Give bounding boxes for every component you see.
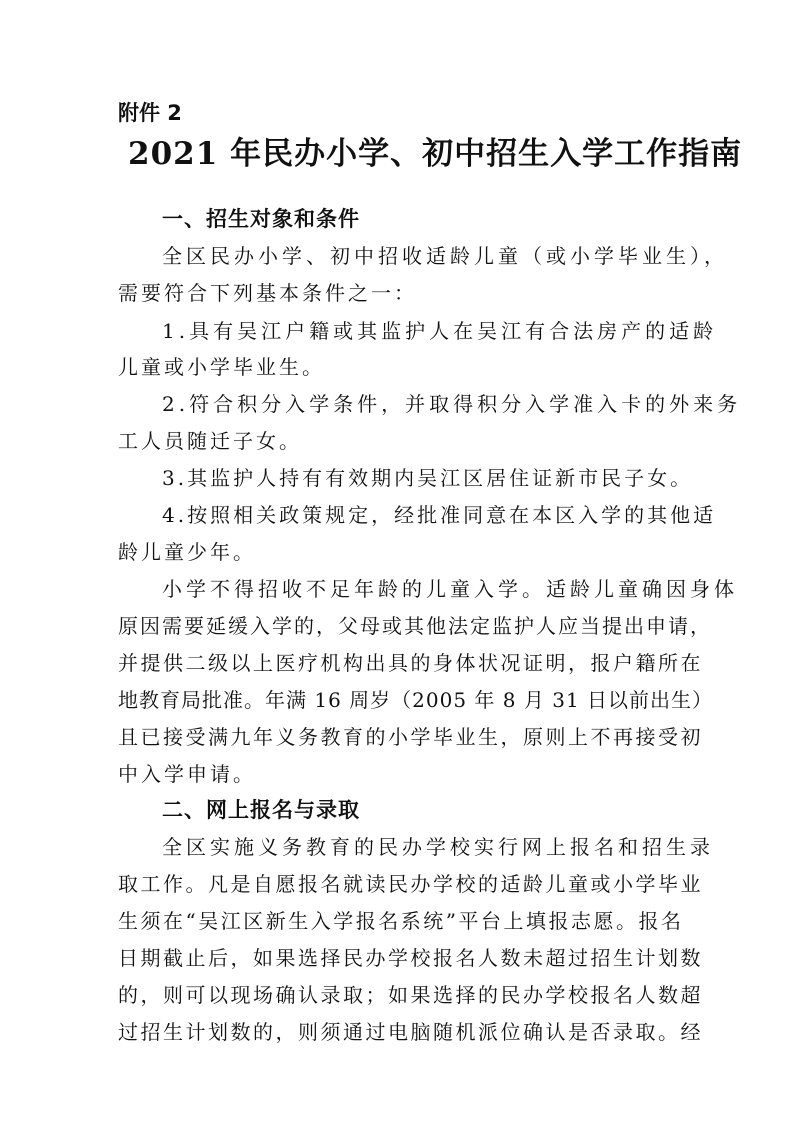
document-title: 2021 年民办小学、初中招生入学工作指南 (128, 136, 743, 172)
paragraph-line: 日期截止后，如果选择民办学校报名人数未超过招生计划数 (118, 946, 703, 970)
paragraph-line: 4.按照相关政策规定，经批准同意在本区入学的其他适 (162, 503, 717, 527)
paragraph-line: 全区实施义务教育的民办学校实行网上报名和招生录 (162, 835, 714, 859)
paragraph-line: 1.具有吴江户籍或其监护人在吴江有合法房产的适龄 (162, 319, 718, 343)
section-heading: 二、网上报名与录取 (162, 798, 360, 822)
paragraph-line: 儿童或小学毕业生。 (118, 355, 325, 379)
section-heading: 一、招生对象和条件 (162, 207, 360, 231)
paragraph-line: 需要符合下列基本条件之一： (118, 281, 417, 305)
paragraph-line: 过招生计划数的，则须通过电脑随机派位确认是否录取。经 (118, 1020, 703, 1044)
attachment-label: 附件 2 (118, 101, 182, 125)
paragraph-line: 龄儿童少年。 (118, 540, 256, 564)
paragraph-line: 小学不得招收不足年龄的儿童入学。适龄儿童确因身体 (162, 577, 738, 601)
paragraph-line: 生须在“吴江区新生入学报名系统”平台上填报志愿。报名 (118, 909, 684, 933)
paragraph-line: 中入学申请。 (118, 762, 256, 786)
paragraph-line: 原因需要延缓入学的，父母或其他法定监护人应当提出申请， (118, 614, 712, 638)
paragraph-line: 2.符合积分入学条件，并取得积分入学准入卡的外来务 (162, 392, 742, 416)
paragraph-line: 的，则可以现场确认录取；如果选择的民办学校报名人数超 (118, 983, 703, 1007)
paragraph-line: 地教育局批准。年满 16 周岁（2005 年 8 月 31 日以前出生） (118, 688, 714, 712)
paragraph-line: 全区民办小学、初中招收适龄儿童（或小学毕业生）， (162, 244, 728, 268)
paragraph-line: 且已接受满九年义务教育的小学毕业生，原则上不再接受初 (118, 725, 703, 749)
paragraph-line: 并提供二级以上医疗机构出具的身体状况证明，报户籍所在 (118, 651, 703, 675)
paragraph-line: 取工作。凡是自愿报名就读民办学校的适龄儿童或小学毕业 (118, 872, 703, 896)
paragraph-line: 3.其监护人持有有效期内吴江区居住证新市民子女。 (162, 466, 694, 490)
paragraph-line: 工人员随迁子女。 (118, 429, 302, 453)
